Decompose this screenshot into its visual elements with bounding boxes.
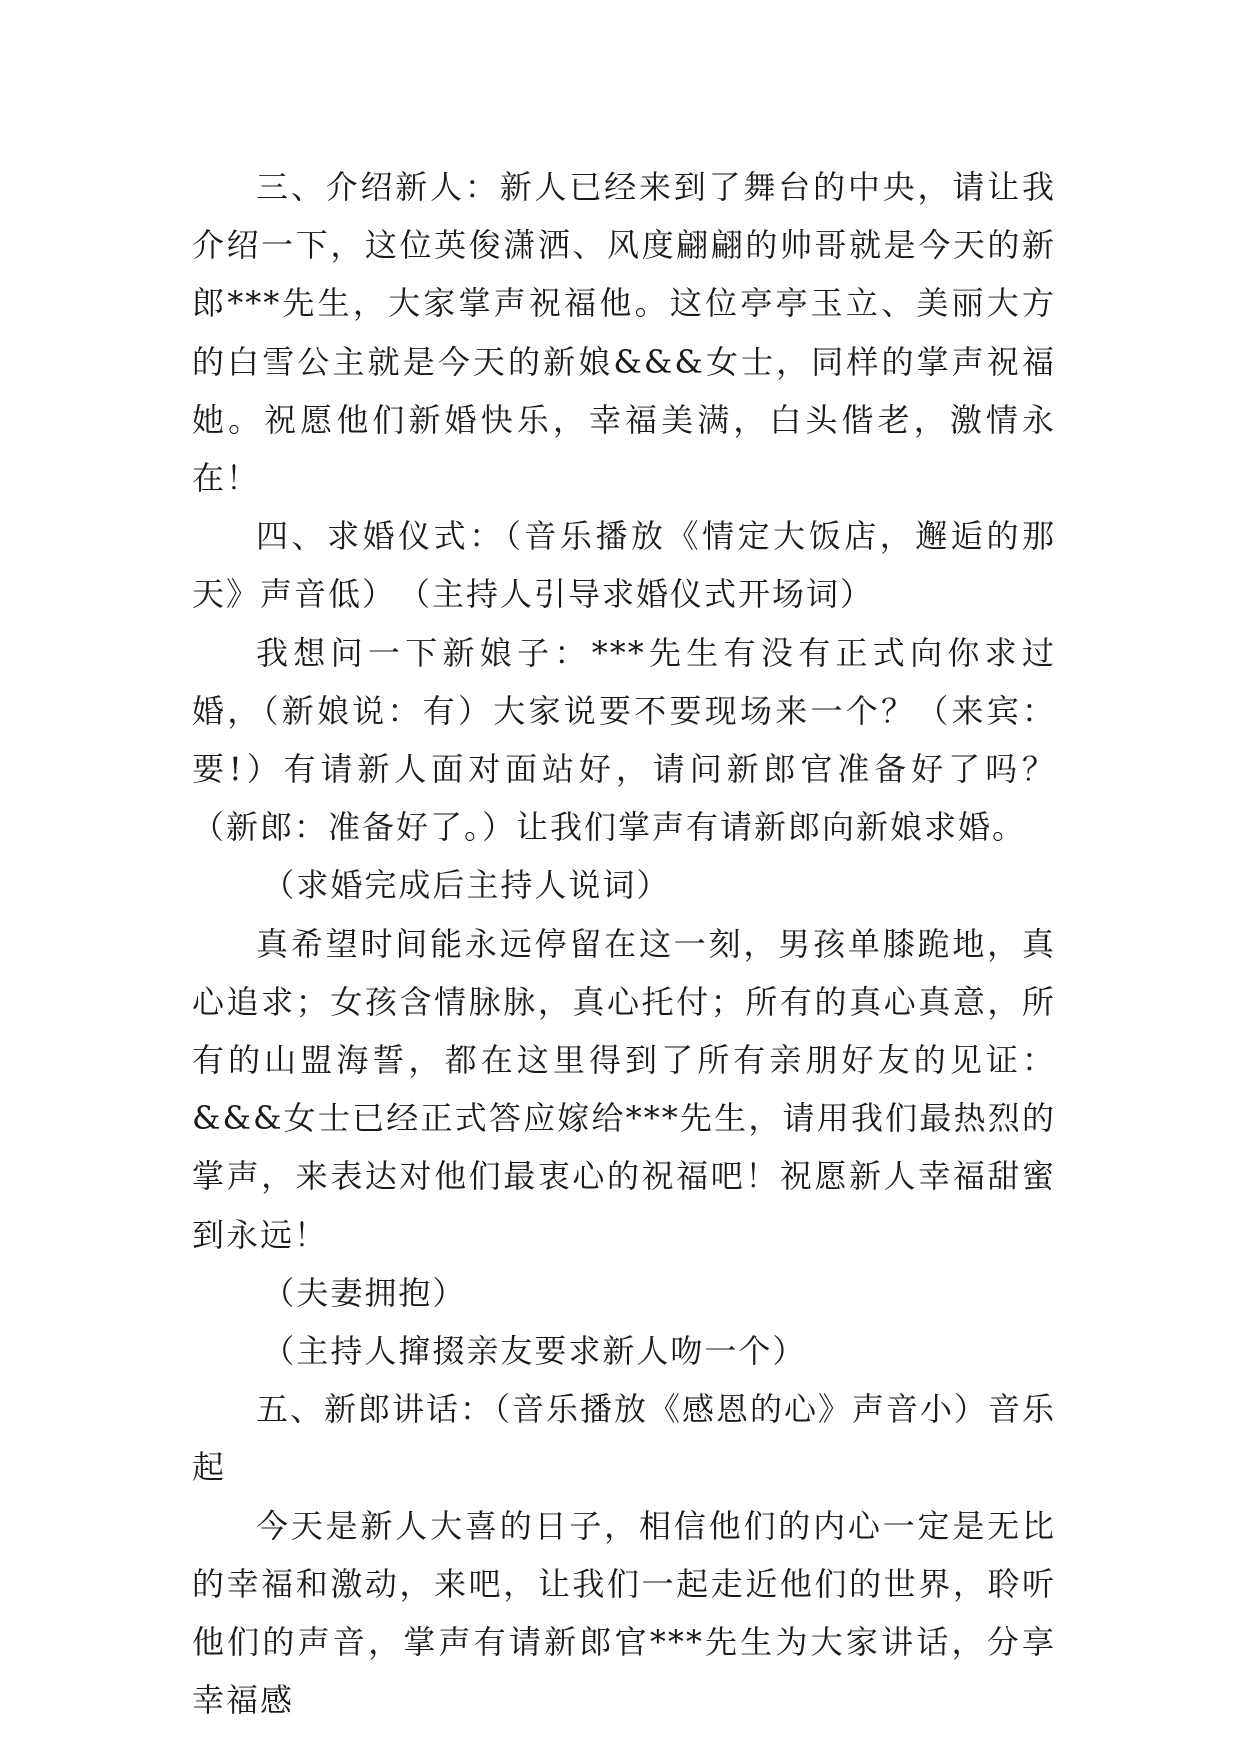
- paragraph-note-hug: （夫妻拥抱）: [262, 1273, 467, 1312]
- document-body: [192, 158, 1056, 1729]
- paragraph-note-kiss: （主持人撺掇亲友要求新人吻一个）: [262, 1332, 807, 1371]
- paragraph-proposal-ceremony: 四、求婚仪式：（音乐播放《情定大饭店，邂逅的那天》声音低） （主持人引导求婚仪式开场词）: [192, 517, 1056, 614]
- paragraph-ask-bride: 我想问一下新娘子：***先生有没有正式向你求过婚，（新娘说：有）大家说要不要现场来一个？（来宾：要!）有请新人面对面站好，请问新郎官准备好了吗？（新郎：准备好了。）让我们掌声有请新郎向新娘求婚。: [192, 633, 1056, 847]
- paragraph-today-big-day: 今天是新人大喜的日子，相信他们的内心一定是无比的幸福和激动，来吧，让我们一起走近他们的世界，聆听他们的声音，掌声有请新郎官***先生为大家讲话，分享幸福感: [192, 1506, 1056, 1720]
- paragraph-wish-moment: 真希望时间能永远停留在这一刻，男孩单膝跪地，真心追求；女孩含情脉脉，真心托付；所有的真心真意，所有的山盟海誓，都在这里得到了所有亲朋好友的见证：&&&女士已经正式答应嫁给***先生，请用我们最热烈的掌声，来表达对他们最衷心的祝福吧！祝愿新人幸福甜蜜到永远！: [192, 924, 1056, 1254]
- paragraph-introduce-couple: 三、介绍新人：新人已经来到了舞台的中央，请让我介绍一下，这位英俊潇洒、风度翩翩的帅哥就是今天的新郎***先生，大家掌声祝福他。这位亭亭玉立、美丽大方的白雪公主就是今天的新娘&&&女士，同样的掌声祝福她。祝愿他们新婚快乐，幸福美满，白头偕老，激情永在！: [192, 168, 1056, 498]
- paragraph-groom-speech: 五、新郎讲话：（音乐播放《感恩的心》声音小）音乐起: [192, 1390, 1057, 1487]
- paragraph-note-after-proposal: （求婚完成后主持人说词）: [262, 866, 671, 905]
